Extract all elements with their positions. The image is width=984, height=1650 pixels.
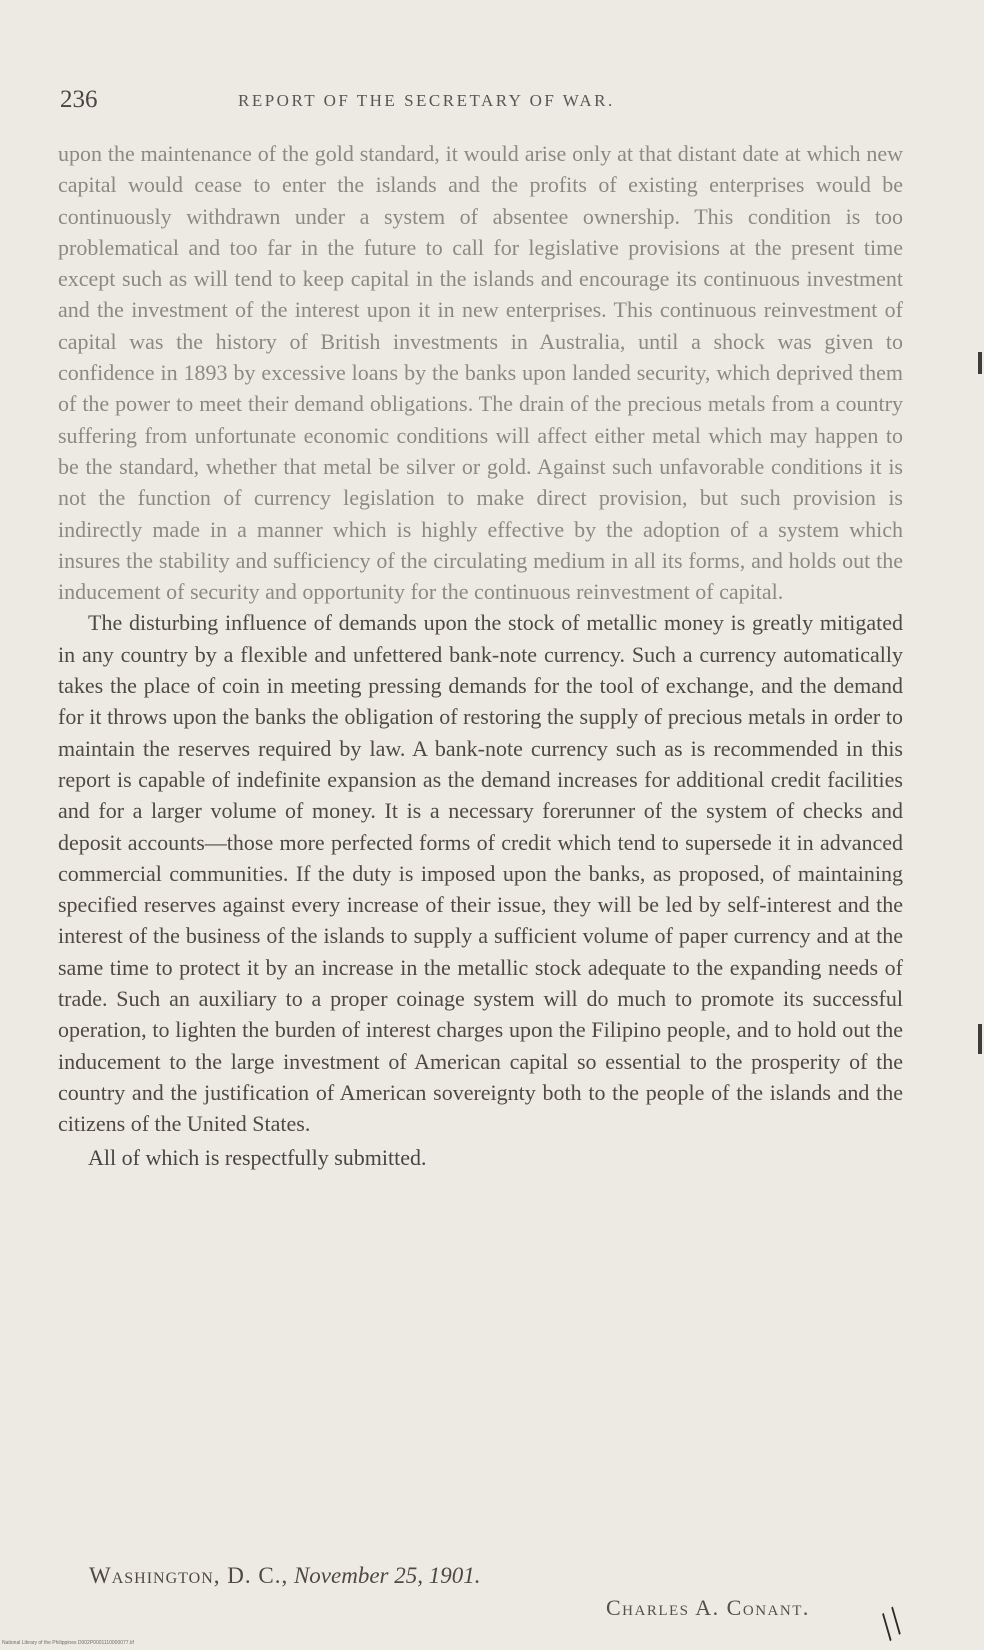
- check-mark-icon: //: [869, 1598, 914, 1649]
- dateline-place: Washington, D. C.,: [89, 1563, 289, 1588]
- body-text: [58, 138, 903, 1173]
- dateline-date: November 25, 1901.: [293, 1563, 481, 1588]
- dateline: [89, 1563, 480, 1589]
- signature: Charles A. Conant.: [606, 1595, 810, 1620]
- paragraph: upon the maintenance of the gold standard, it would arise only at that distant date at which new capital would cease to enter the islands and the profits of existing enterprises would be continuously withdrawn under a system of absentee ownership. This condition is too problematical and too far in the future to call for legislative provisions at the present time except such as will tend to keep capital in the islands and encourage its continuous investment and the investment of the interest upon it in new enterprises. This continuous reinvestment of capital was the history of British investments in Australia, until a shock was given to confidence in 1893 by excessive loans by the banks upon landed security, which deprived them of the power to meet their demand obligations. The drain of the precious metals from a country suffering from unfortunate economic conditions will affect either metal which may happen to be the standard, whether that metal be silver or gold. Against such unfavorable conditions it is not the function of currency legislation to make direct provision, but such provision is indirectly made in a manner which is highly effective by the adoption of a system which insures the stability and sufficiency of the circulating medium in all its forms, and holds out the inducement of security and opportunity for the continuous reinvestment of capital.: [58, 141, 903, 605]
- page-header: [52, 86, 902, 116]
- scan-edge-mark: [978, 352, 982, 374]
- paragraph: The disturbing influence of demands upon the stock of metallic money is greatly mitigated in any country by a flexible and unfettered bank-note currency. Such a currency automatically takes the place of coin in meeting pressing demands for the tool of exchange, and the demand for it throws upon the banks the obligation of restoring the supply of precious metals in order to maintain the reserves required by law. A bank-note currency such as is recommended in this report is capable of indefinite expansion as the demand increases for additional credit facilities and for a larger volume of money. It is a necessary forerunner of the system of checks and deposit accounts—those more perfected forms of credit which tend to supersede it in advanced commercial communities. If the duty is imposed upon the banks, as proposed, of maintaining specified reserves against every increase of their issue, they will be led by self-interest and the interest of the business of the islands to supply a sufficient volume of paper currency and at the same time to protect it by an increase in the metallic stock adequate to the expanding needs of trade. Such an auxiliary to a proper coinage system will do much to promote its successful operation, to lighten the burden of interest charges upon the Filipino people, and to hold out the inducement to the large investment of American capital so essential to the prosperity of the country and the justification of American sovereignty both to the people of the islands and the citizens of the United States.: [58, 610, 903, 1137]
- closing-line: All of which is respectfully submitted.: [88, 1144, 427, 1170]
- scan-credit: National Library of the Philippines D002P0001110000077.tif: [2, 1640, 134, 1646]
- running-head: REPORT OF THE SECRETARY OF WAR.: [238, 91, 615, 110]
- scan-edge-mark: [978, 1024, 982, 1054]
- page-number: 236: [60, 86, 98, 113]
